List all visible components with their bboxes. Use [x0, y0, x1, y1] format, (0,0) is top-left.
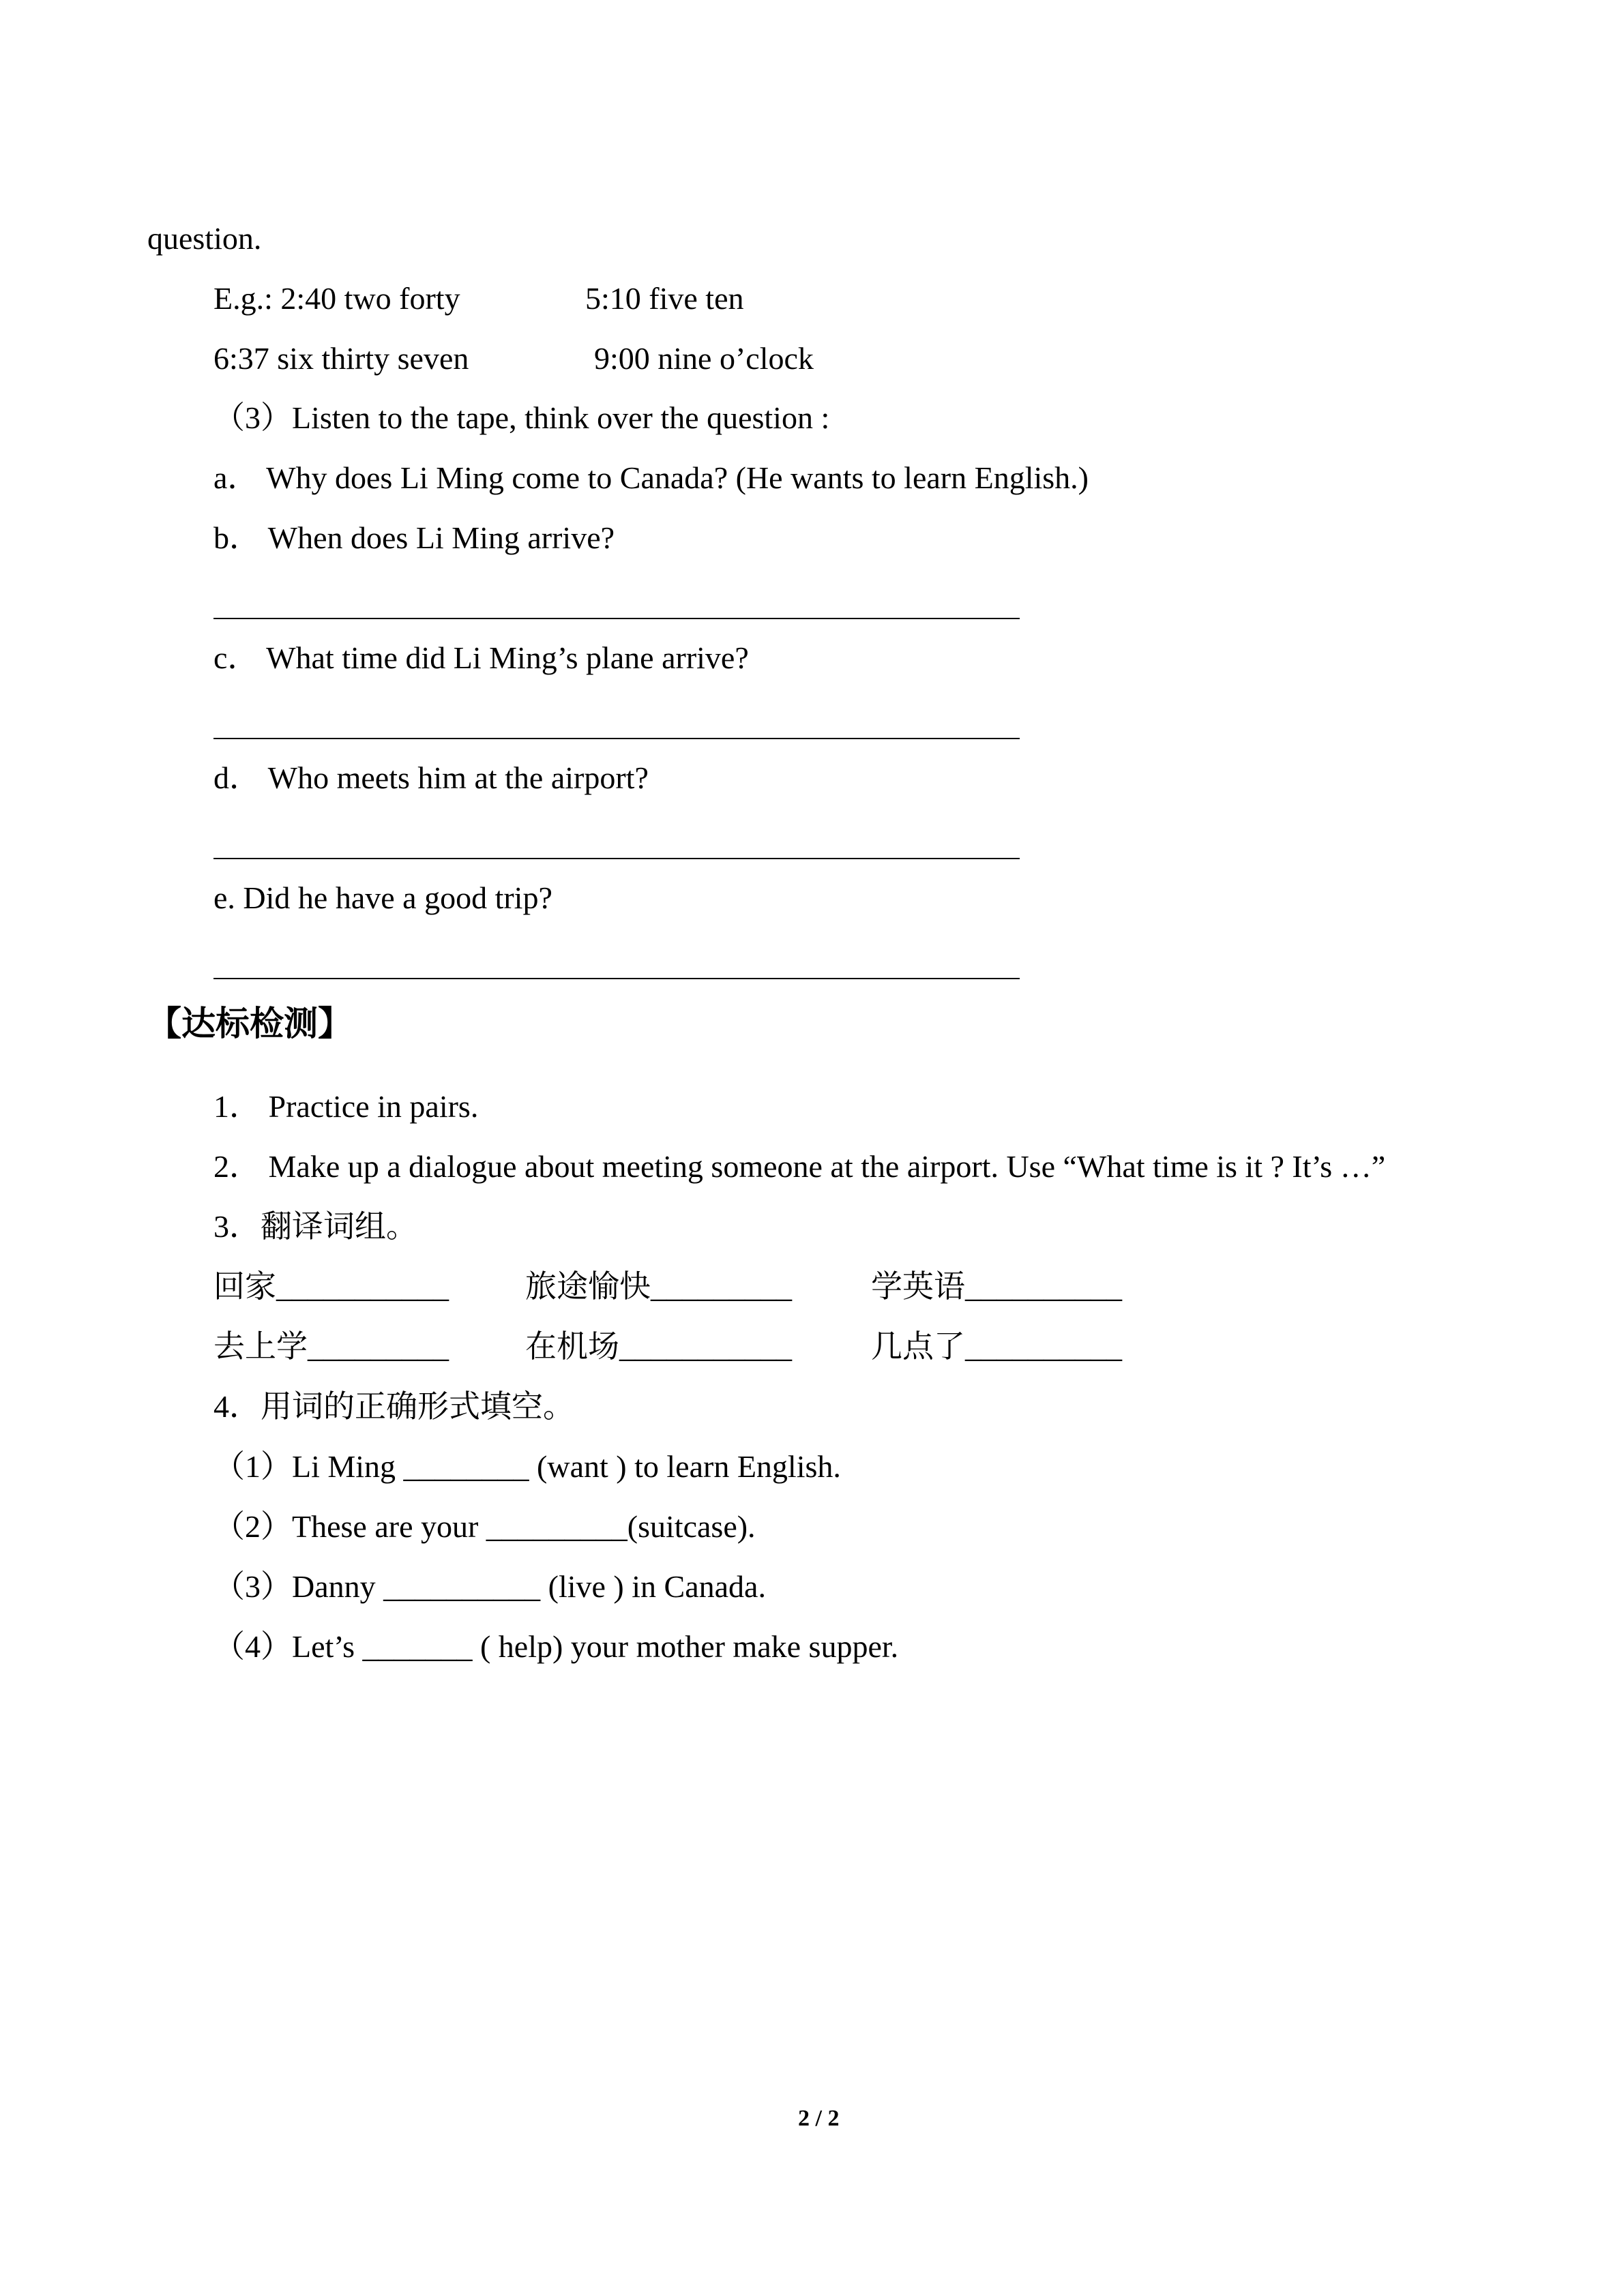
example-time-1: E.g.: 2:40 two forty — [213, 281, 460, 316]
phrase-learn-english[interactable]: 学英语__________ — [871, 1269, 1122, 1304]
task-1: 1． Practice in pairs. — [213, 1089, 479, 1124]
example-time-4: 9:00 nine o’clock — [594, 341, 814, 376]
fill-item-1[interactable]: （1）Li Ming ________ (want ) to learn English. — [213, 1449, 841, 1484]
question-b: b． When does Li Ming arrive? — [213, 520, 615, 555]
answer-line-d[interactable] — [213, 858, 1020, 859]
fill-item-4[interactable]: （4）Let’s _______ ( help) your mother make supper. — [213, 1629, 899, 1664]
question-c: c． What time did Li Ming’s plane arrive? — [213, 640, 749, 675]
example-time-3: 6:37 six thirty seven — [213, 341, 469, 376]
answer-line-c[interactable] — [213, 738, 1020, 739]
fill-item-3[interactable]: （3）Danny __________ (live ) in Canada. — [213, 1569, 766, 1604]
phrase-go-home[interactable]: 回家___________ — [213, 1269, 449, 1304]
phrase-what-time[interactable]: 几点了__________ — [871, 1329, 1122, 1364]
task-4: 4．用词的正确形式填空。 — [213, 1389, 574, 1424]
answer-line-e[interactable] — [213, 978, 1020, 979]
listen-instruction: （3）Listen to the tape, think over the question : — [213, 400, 830, 435]
task-2: 2． Make up a dialogue about meeting someone at the airport. Use “What time is it ? It’s …” — [213, 1149, 1386, 1184]
question-e: e. Did he have a good trip? — [213, 880, 552, 915]
page-number: 2 / 2 — [798, 2106, 840, 2131]
example-time-2: 5:10 five ten — [585, 281, 744, 316]
phrase-good-trip[interactable]: 旅途愉快_________ — [525, 1269, 792, 1304]
answer-line-b[interactable] — [213, 618, 1020, 619]
continuation-text: question. — [147, 221, 262, 256]
question-d: d． Who meets him at the airport? — [213, 760, 649, 795]
question-a: a． Why does Li Ming come to Canada? (He wants to learn English.) — [213, 460, 1089, 495]
section-heading: 【达标检测】 — [147, 1004, 352, 1043]
fill-item-2[interactable]: （2）These are your _________(suitcase). — [213, 1509, 756, 1544]
phrase-go-to-school[interactable]: 去上学_________ — [213, 1329, 449, 1364]
task-3: 3．翻译词组。 — [213, 1209, 417, 1244]
phrase-at-airport[interactable]: 在机场___________ — [525, 1329, 792, 1364]
